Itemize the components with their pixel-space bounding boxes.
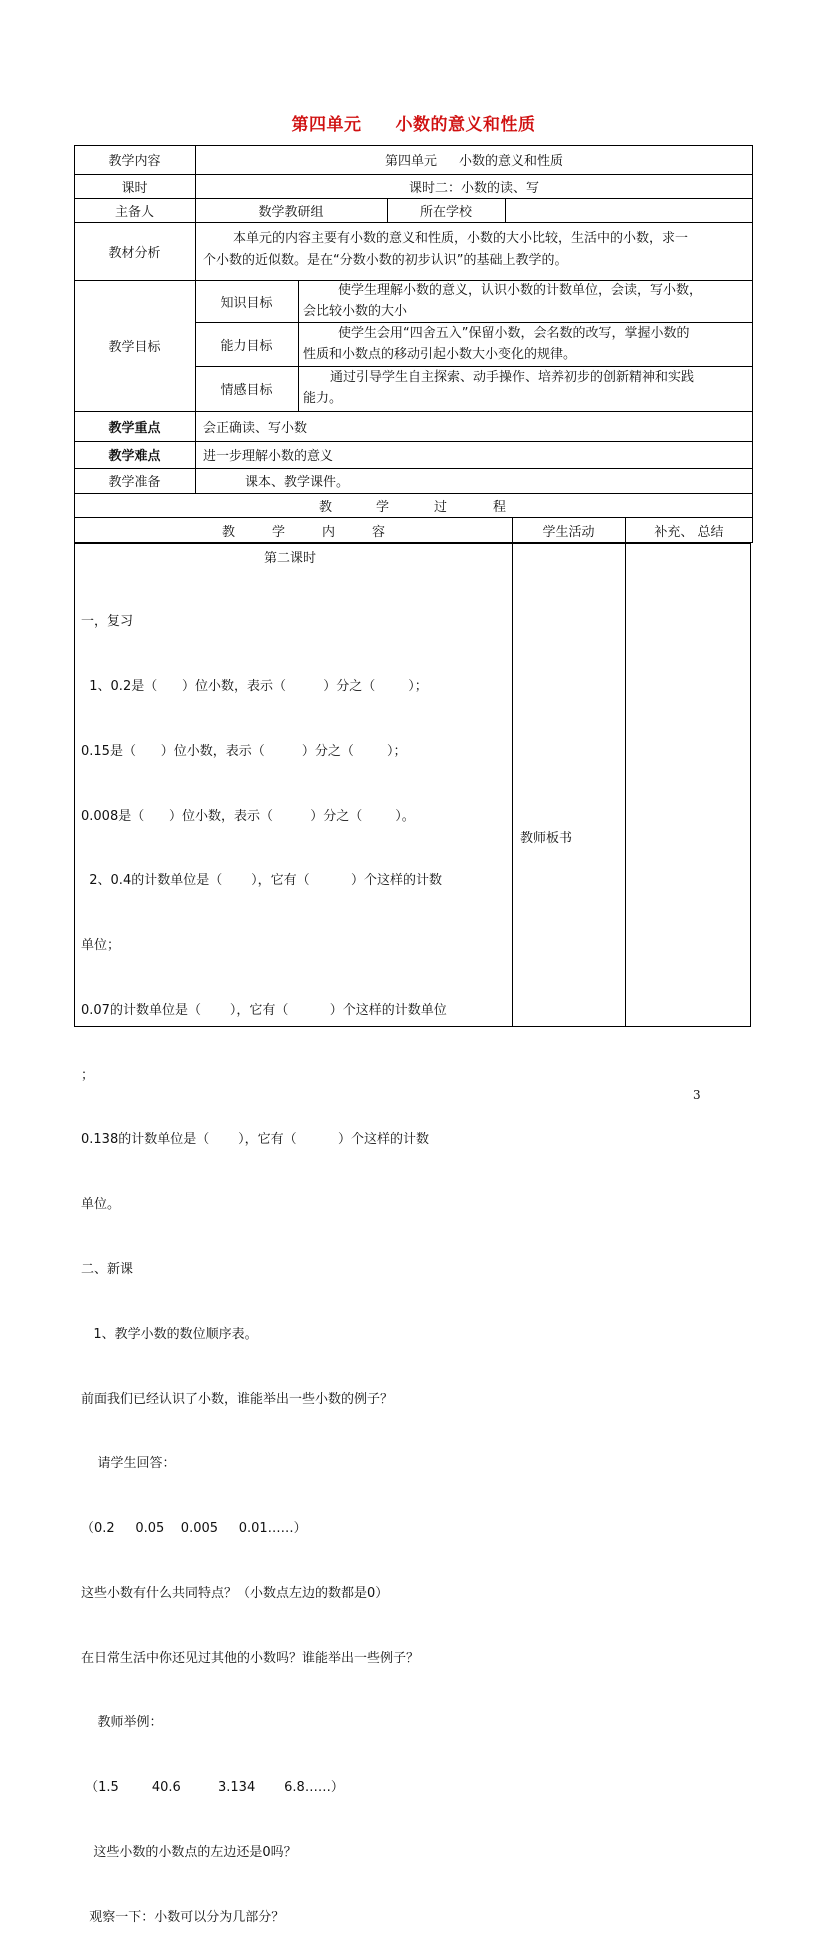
body-line: 在日常生活中你还见过其他的小数吗？谁能举出一些例子？ bbox=[81, 1650, 420, 1666]
body-line: 2、0.4的计数单位是（ ），它有（ ）个这样的计数 bbox=[81, 873, 442, 889]
body-lines bbox=[81, 568, 511, 1950]
school-label: 所在学校 bbox=[419, 204, 472, 220]
col-char-1: 教 bbox=[222, 524, 236, 540]
process-char-2: 学 bbox=[376, 499, 390, 515]
difficulty-value: 进一步理解小数的意义 bbox=[203, 449, 334, 464]
body-line: 这些小数有什么共同特点？（小数点左边的数都是0） bbox=[81, 1585, 389, 1601]
title-topic: 小数的意义和性质 bbox=[395, 115, 536, 135]
prep-label: 教学准备 bbox=[108, 475, 161, 490]
analysis-line-2: 个小数的近似数。是在“分数小数的初步认识”的基础上教学的。 bbox=[203, 253, 568, 268]
content-unit: 第四单元 bbox=[384, 154, 437, 169]
page-title bbox=[0, 110, 827, 135]
preparer-value: 数学教研组 bbox=[258, 204, 324, 220]
body-line: 教师举例： bbox=[81, 1715, 163, 1731]
content-value bbox=[195, 145, 753, 174]
col-char-3: 内 bbox=[322, 524, 336, 540]
column-content-header bbox=[74, 517, 512, 543]
process-char-4: 程 bbox=[493, 499, 507, 515]
body-line: 0.008是（ ）位小数，表示（ ）分之（ ）。 bbox=[81, 808, 415, 824]
body-line: 0.138的计数单位是（ ），它有（ ）个这样的计数 bbox=[81, 1132, 429, 1148]
column-supplement-header: 补充、 总结 bbox=[654, 524, 724, 540]
process-char-1: 教 bbox=[319, 499, 333, 515]
page-number: 3 bbox=[693, 1088, 701, 1102]
col-char-2: 学 bbox=[272, 524, 286, 540]
lesson-value: 课时二：小数的读、写 bbox=[408, 180, 539, 196]
school-value bbox=[505, 198, 753, 222]
process-header bbox=[74, 493, 753, 517]
body-line: 一，复习 bbox=[81, 614, 134, 630]
emotion-goal-line-1: 通过引导学生自主探索、动手操作、培养初步的创新精神和实践 bbox=[330, 370, 695, 385]
body-line: 1、0.2是（ ）位小数，表示（ ）分之（ ）； bbox=[81, 678, 428, 694]
body-line: ； bbox=[81, 1067, 95, 1083]
body-line: 观察一下：小数可以分为几部分？ bbox=[81, 1909, 285, 1925]
lesson-label: 课时 bbox=[121, 180, 148, 196]
analysis-label: 教材分析 bbox=[108, 245, 161, 261]
body-line: 请学生回答： bbox=[81, 1456, 176, 1472]
body-line: 单位。 bbox=[81, 1197, 121, 1213]
title-unit: 第四单元 bbox=[291, 115, 362, 135]
content-topic: 小数的意义和性质 bbox=[459, 154, 564, 169]
body-line: 二、新课 bbox=[81, 1262, 134, 1277]
process-char-3: 过 bbox=[434, 499, 448, 515]
prep-value: 课本、教学课件。 bbox=[245, 475, 350, 490]
body-line: 0.15是（ ）位小数，表示（ ）分之（ ）； bbox=[81, 743, 407, 759]
body-line: 这些小数的小数点的左边还是0吗？ bbox=[81, 1845, 297, 1861]
ability-goal-line-2: 性质和小数点的移动引起小数大小变化的规律。 bbox=[303, 347, 577, 362]
analysis-line-1: 本单元的内容主要有小数的意义和性质，小数的大小比较，生活中的小数，求一 bbox=[233, 231, 689, 246]
content-label: 教学内容 bbox=[108, 154, 161, 169]
col-char-4: 容 bbox=[372, 524, 386, 540]
knowledge-goal-line-1: 使学生理解小数的意义，认识小数的计数单位，会读，写小数， bbox=[338, 283, 703, 298]
body-line: 单位； bbox=[81, 938, 121, 954]
ability-goal-label: 能力目标 bbox=[220, 338, 273, 354]
body-line: （1.5 40.6 3.134 6.8……） bbox=[81, 1780, 344, 1796]
lesson-period-title: 第二课时 bbox=[264, 551, 317, 566]
key-point-label: 教学重点 bbox=[108, 420, 161, 436]
body-line: 前面我们已经认识了小数，谁能举出一些小数的例子？ bbox=[81, 1391, 394, 1407]
column-activity-header: 学生活动 bbox=[542, 524, 595, 540]
key-point-value: 会正确读、写小数 bbox=[203, 420, 308, 436]
preparer-label: 主备人 bbox=[114, 204, 154, 220]
ability-goal-line-1: 使学生会用“四舍五入”保留小数，会名数的改写，掌握小数的 bbox=[338, 326, 690, 341]
body-line: 0.07的计数单位是（ ），它有（ ）个这样的计数单位 bbox=[81, 1002, 447, 1018]
difficulty-label: 教学难点 bbox=[108, 449, 161, 464]
goals-label: 教学目标 bbox=[108, 340, 161, 355]
knowledge-goal-line-2: 会比较小数的大小 bbox=[303, 304, 408, 319]
activity-note: 教师板书 bbox=[520, 831, 573, 846]
emotion-goal-line-2: 能力。 bbox=[303, 391, 343, 406]
emotion-goal-label: 情感目标 bbox=[220, 383, 273, 398]
body-line: 1、教学小数的数位顺序表。 bbox=[81, 1326, 258, 1342]
body-line: （0.2 0.05 0.005 0.01……） bbox=[81, 1521, 307, 1537]
knowledge-goal-label: 知识目标 bbox=[220, 295, 273, 311]
